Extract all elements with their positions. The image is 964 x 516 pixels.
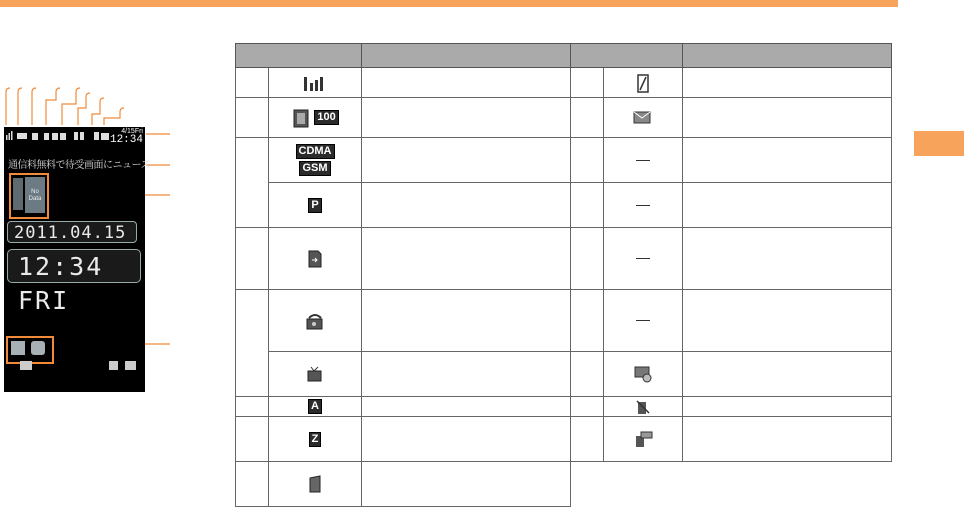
z-icon-label: Z: [309, 432, 322, 447]
widget-box: [9, 173, 49, 219]
description-cell: [362, 183, 571, 228]
dash-mark: [636, 320, 650, 321]
widget-card: [13, 178, 23, 210]
row-number: [236, 98, 269, 138]
header-cell-desc-left: [362, 44, 571, 68]
a-icon-label: A: [308, 399, 322, 414]
dash-cell: [604, 183, 683, 228]
description-cell: [683, 68, 892, 98]
row-number: [571, 98, 604, 138]
description-cell: [362, 290, 571, 352]
shortcut-icon-2: [31, 341, 45, 355]
widget-label: No Data: [25, 177, 45, 213]
dash-mark: [636, 160, 650, 161]
unread-mail-icon: [604, 98, 683, 138]
memo-icon: [269, 462, 362, 507]
news-ticker: 通信料無料で待受画面にニュース: [8, 160, 150, 171]
dash-cell: [604, 290, 683, 352]
sd-card-icon: [269, 228, 362, 290]
answering-machine-icon: [269, 290, 362, 352]
description-cell: [683, 290, 892, 352]
table-row: [236, 462, 892, 507]
description-cell: [362, 68, 571, 98]
row-number: [571, 290, 604, 352]
row-number: [571, 352, 604, 397]
shortcut-icon-1: [11, 341, 25, 355]
row-number: [236, 68, 269, 98]
header-cell-desc-right: [683, 44, 892, 68]
status-time: 12:34: [109, 134, 143, 146]
network-mode-icon: [269, 138, 362, 183]
phone-screen: [4, 127, 150, 392]
network-label-cdma: CDMA: [296, 144, 335, 159]
a-icon: [269, 397, 362, 417]
signal-strength-icon: [269, 68, 362, 98]
description-cell: [683, 98, 892, 138]
description-cell: [683, 183, 892, 228]
description-cell: [683, 352, 892, 397]
description-cell: [362, 417, 571, 462]
network-label-gsm: GSM: [299, 161, 330, 176]
row-number: [571, 397, 604, 417]
row-number: [236, 138, 269, 228]
status-date: 4/15Fri: [121, 128, 143, 135]
bottom-status-icons: [4, 359, 145, 379]
row-number: [571, 138, 604, 183]
row-number: [236, 397, 269, 417]
time-display: 12:34 FRI: [7, 249, 141, 283]
header-cell-icon-left: [236, 44, 362, 68]
table-row: [236, 138, 892, 183]
status-icon-table: [235, 43, 892, 507]
description-cell: [362, 352, 571, 397]
table-row: [236, 352, 892, 397]
table-row: [236, 98, 892, 138]
status-clock: [110, 127, 143, 145]
card-transfer-icon: [604, 352, 683, 397]
message-status-icon: [604, 417, 683, 462]
table-row: [236, 290, 892, 352]
description-cell: [683, 397, 892, 417]
empty-cell: [571, 462, 892, 507]
z-icon: [269, 417, 362, 462]
header-cell-icon-right: [571, 44, 683, 68]
date-display: 2011.04.15: [7, 221, 137, 243]
dash-mark: [636, 205, 650, 206]
battery-level-label: 100: [314, 110, 338, 125]
table-row: [236, 417, 892, 462]
dash-cell: [604, 228, 683, 290]
battery-level-icon: [269, 98, 362, 138]
row-number: [236, 462, 269, 507]
description-cell: [362, 228, 571, 290]
description-cell: [683, 417, 892, 462]
row-number: [236, 290, 269, 397]
table-header-row: [236, 44, 892, 68]
description-cell: [362, 98, 571, 138]
table-row: [236, 228, 892, 290]
row-number: [571, 68, 604, 98]
description-cell: [362, 138, 571, 183]
row-number: [236, 417, 269, 462]
row-number: [571, 183, 604, 228]
silent-mode-icon: [604, 397, 683, 417]
dash-mark: [636, 258, 650, 259]
p-icon: [269, 183, 362, 228]
table-row: [236, 397, 892, 417]
p-icon-label: P: [308, 198, 321, 213]
description-cell: [683, 228, 892, 290]
table-row: [236, 183, 892, 228]
row-number: [571, 417, 604, 462]
row-number: [571, 228, 604, 290]
description-cell: [362, 462, 571, 507]
row-number: [236, 228, 269, 290]
description-cell: [362, 397, 571, 417]
description-cell: [683, 138, 892, 183]
tv-icon: [269, 352, 362, 397]
table-row: [236, 68, 892, 98]
battery-charging-icon: [604, 68, 683, 98]
dash-cell: [604, 138, 683, 183]
